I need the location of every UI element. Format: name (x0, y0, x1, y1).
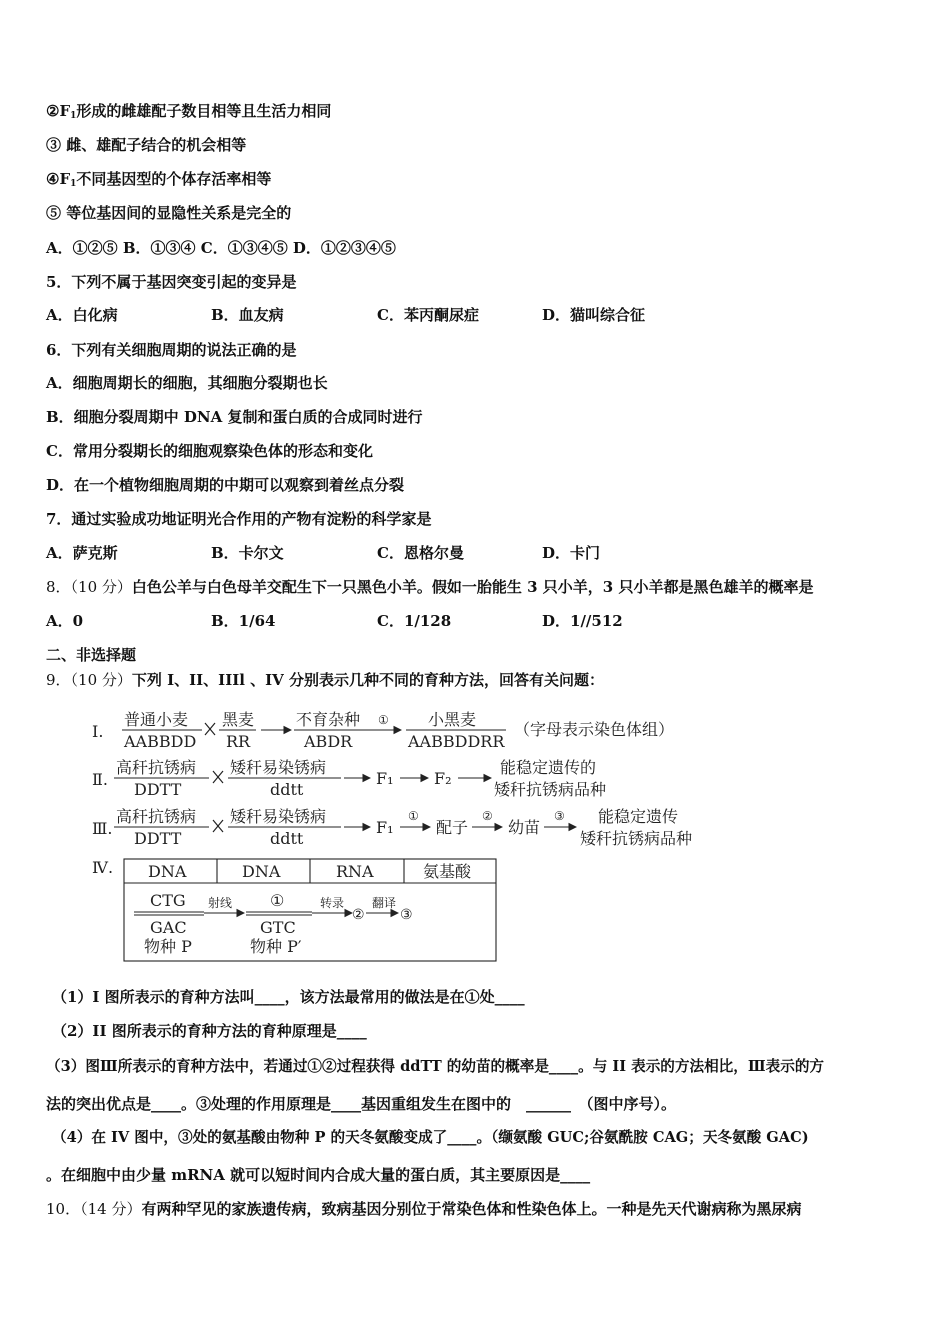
row1-step1: ① (378, 713, 389, 727)
q8-option-c: C．1/128 (377, 612, 452, 630)
row4-dna-top: CTG (150, 891, 186, 910)
q6-option-a: A．细胞周期长的细胞，其细胞分裂期也长 (46, 374, 328, 392)
row3-parent2-name: 矮秆易染锈病 (230, 807, 327, 826)
question-8-stem: 8．（10 分）白色公羊与白色母羊交配生下一只黑色小羊。假如一胎能生 3 只小羊，3 只小羊都是黑色雄羊的概率是 (46, 578, 814, 596)
row2-parent2-genotype: ddtt (270, 780, 304, 799)
row3-parent1-genotype: DDTT (134, 829, 182, 848)
row4-circle2: ② (352, 907, 365, 923)
q7-option-b: B．卡尔文 (211, 544, 284, 562)
row2-label: Ⅱ. (92, 770, 108, 789)
row3-result-line1: 能稳定遗传 (598, 807, 679, 826)
row4-species-p: 物种 P (144, 937, 192, 956)
condition-3: ③ 雌、雄配子结合的机会相等 (46, 136, 247, 154)
row1-parent1-genome: AABBDD (124, 732, 197, 751)
row2-result-line1: 能稳定遗传的 (500, 758, 597, 777)
row2-f1: F₁ (376, 769, 394, 788)
q9-sub4-line1: （4）在 IV 图中，③处的氨基酸由物种 P 的天冬氨酸变成了____。（缬氨酸 GUC;谷氨酰胺 CAG；天冬氨酸 GAC) (52, 1129, 809, 1146)
row3-gamete: 配子 (436, 818, 469, 837)
row1-parent1-name: 普通小麦 (124, 710, 189, 729)
row1-parent2-genome: RR (226, 732, 251, 751)
q9-sub3-line2: 法的突出优点是____。③处理的作用原理是____基因重组发生在图中的 ______ （图中序号）。 (46, 1095, 677, 1113)
row2-f2: F₂ (434, 769, 452, 788)
q8-option-b: B．1/64 (211, 612, 276, 630)
row4-circle3: ③ (400, 907, 413, 923)
q7-option-d: D．卡门 (542, 544, 601, 562)
q7-option-c: C．恩格尔曼 (377, 544, 464, 562)
row4-mutated-dna: GTC (260, 918, 296, 937)
q5-option-b: B．血友病 (211, 306, 284, 324)
row4-transcribe: 转录 (320, 896, 345, 910)
q5-option-d: D．猫叫综合征 (542, 306, 646, 324)
row3-label: Ⅲ. (92, 819, 113, 838)
question-7-stem: 7．通过实验成功地证明光合作用的产物有淀粉的科学家是 (46, 510, 432, 528)
row2-parent1-genotype: DDTT (134, 780, 182, 799)
section-2-heading: 二、非选择题 (46, 646, 137, 664)
q6-option-d: D．在一个植物细胞周期的中期可以观察到着丝点分裂 (46, 476, 405, 494)
row1-label: Ⅰ. (92, 722, 104, 741)
q5-option-c: C．苯丙酮尿症 (377, 306, 479, 324)
row3-step3: ③ (554, 809, 565, 823)
q5-option-a: A．白化病 (46, 306, 118, 324)
row4-header-dna1: DNA (148, 862, 187, 881)
row4-label: Ⅳ. (92, 858, 114, 877)
question-10-stem: 10．（14 分）有两种罕见的家族遗传病，致病基因分别位于常染色体和性染色体上。一种是先天代谢病称为黑尿病 (46, 1200, 802, 1218)
row3-parent1-name: 高秆抗锈病 (116, 807, 197, 826)
question-4-options: A．①②⑤ B．①③④ C．①③④⑤ D．①②③④⑤ (46, 239, 396, 257)
q6-option-c: C．常用分裂期长的细胞观察染色体的形态和变化 (46, 442, 373, 460)
row3-result-line2: 矮秆抗锈病品种 (580, 829, 693, 848)
condition-2: $②F_1$形成的雌雄配子数目相等且生活力相同 (46, 102, 332, 121)
q9-sub2: （2）II 图所表示的育种方法的育种原理是____ (52, 1022, 367, 1040)
q9-sub1: （1）I 图所表示的育种方法叫____，该方法最常用的做法是在①处____ (52, 988, 525, 1006)
row2-parent1-name: 高秆抗锈病 (116, 758, 197, 777)
row4-header-rna: RNA (336, 862, 374, 881)
condition-4: $④F_1$不同基因型的个体存活率相等 (46, 170, 272, 189)
row1-parent2-name: 黑麦 (222, 710, 255, 729)
q9-sub4-line2: 。在细胞中由少量 mRNA 就可以短时间内合成大量的蛋白质，其主要原因是____ (46, 1166, 591, 1184)
row3-seedling: 幼苗 (508, 818, 541, 837)
q8-option-d: D．1//512 (542, 612, 623, 630)
row4-mutation-site: ① (270, 891, 285, 910)
q8-option-a: A．0 (46, 612, 84, 630)
row1-hybrid-genome: ABDR (304, 732, 353, 751)
row1-result-genome: AABBDDRR (408, 732, 505, 751)
row3-f1: F₁ (376, 818, 394, 837)
row3-step2: ② (482, 809, 493, 823)
row4-species-p-prime: 物种 P′ (250, 937, 302, 956)
question-6-stem: 6．下列有关细胞周期的说法正确的是 (46, 341, 297, 359)
question-5-stem: 5．下列不属于基因突变引起的变异是 (46, 273, 297, 291)
row4-header-dna2: DNA (242, 862, 281, 881)
row4-header-amino-acid: 氨基酸 (423, 862, 472, 881)
row1-hybrid-name: 不育杂种 (296, 710, 361, 729)
row1-note: （字母表示染色体组） (514, 720, 675, 739)
row3-parent2-genotype: ddtt (270, 829, 304, 848)
row4-dna-bottom: GAC (150, 918, 187, 937)
question-9-stem: 9．（10 分）下列 I、II、IIIl 、IV 分别表示几种不同的育种方法，回答有关问题： (46, 671, 605, 689)
row4-ray: 射线 (208, 896, 233, 910)
q6-option-b: B．细胞分裂周期中 DNA 复制和蛋白质的合成同时进行 (46, 408, 423, 426)
row1-result-name: 小黑麦 (428, 710, 477, 729)
condition-5: ⑤ 等位基因间的显隐性关系是完全的 (46, 204, 292, 222)
row3-step1: ① (408, 809, 419, 823)
q9-sub3-line1: （3）图Ⅲ所表示的育种方法中，若通过①②过程获得 ddTT 的幼苗的概率是____。与 II 表示的方法相比，Ⅲ表示的方 (46, 1058, 825, 1075)
row2-result-line2: 矮秆抗锈病品种 (494, 780, 607, 799)
breeding-methods-diagram (86, 703, 716, 965)
row4-translate: 翻译 (372, 896, 397, 910)
q7-option-a: A．萨克斯 (46, 544, 118, 562)
row2-parent2-name: 矮秆易染锈病 (230, 758, 327, 777)
